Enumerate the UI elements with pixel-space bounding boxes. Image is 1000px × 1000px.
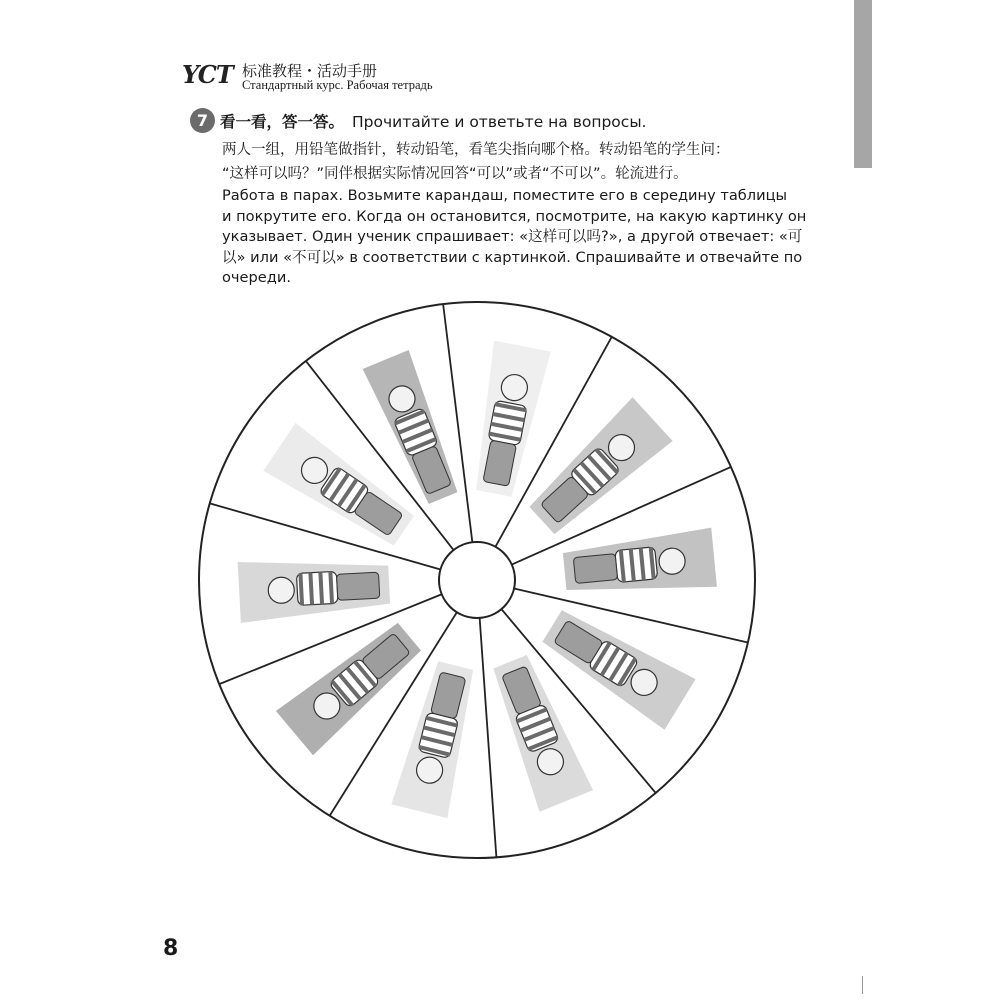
- page-number: 8: [163, 936, 179, 961]
- instruction-ru-line: указывает. Один ученик спрашивает: «这样可以吗?», а другой отвечает: «可: [222, 228, 803, 245]
- task-number-badge: 7: [190, 108, 215, 133]
- instruction-ru-line: очереди.: [222, 269, 291, 286]
- wheel-center-hub: [439, 542, 515, 618]
- header-subtitle: Стандартный курс. Рабочая тетрадь: [242, 78, 433, 92]
- instruction-ru-line: 以» или «不可以» в соответствии с картинкой. Спрашивайте и отвечайте по: [222, 248, 803, 266]
- instruction-ru-line: и покрутите его. Когда он остановится, посмотрите, на какую картинку он: [222, 207, 807, 225]
- yct-logo: YCT: [182, 60, 233, 89]
- task-title-ru: Прочитайте и ответьте на вопросы.: [352, 113, 647, 131]
- header-title: 标准教程・活动手册: [242, 62, 378, 80]
- instruction-zh-line-1: 两人一组，用铅笔做指针，转动铅笔，看笔尖指向哪个格。转动铅笔的学生问：: [222, 142, 730, 158]
- instruction-ru-line: Работа в парах. Возьмите карандаш, поместите его в середину таблицы: [222, 187, 788, 204]
- crop-mark: [862, 976, 863, 994]
- task-title-zh: 看一看，答一答。: [220, 113, 345, 131]
- instruction-zh-line-2: “这样可以吗？”同伴根据实际情况回答“可以”或者“不可以”。轮流进行。: [222, 166, 688, 182]
